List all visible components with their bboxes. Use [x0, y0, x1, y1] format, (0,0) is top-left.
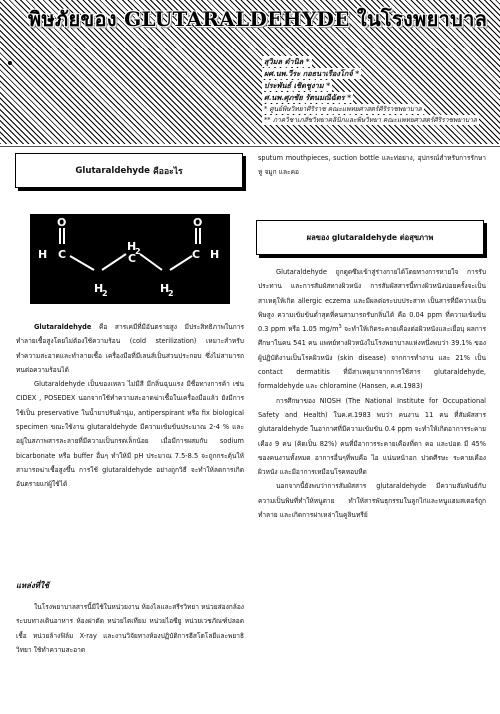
what-is-paragraph-1: [16, 320, 244, 377]
chemical-structure: [30, 214, 230, 304]
author-1: สุวิมล ดำนิล *: [264, 57, 310, 66]
right-top-text: [258, 151, 486, 180]
health-paragraph-3: นอกจากนี้ยังพบว่าการสัมผัสสาร glutaraldehyde มีความสัมพันธ์กับความเป็นพิษที่ทำให้หนูตาย ทำให้สารพันธุกรรมในลูกไก่และหนูแฮมสเตอร์ถูกทำลาย และเกิดการผ่าเหล่าในคูลินทรีย์: [258, 482, 486, 520]
bond-c2: [102, 254, 126, 270]
section-heading-health: [256, 220, 484, 255]
atom-h2-top: H: [127, 240, 137, 253]
heading-term: Glutaraldehyde: [75, 165, 151, 176]
health-paragraph-1: [258, 265, 486, 394]
bond-c4: [170, 256, 192, 270]
continued-paragraph: sputum mouthpieces, suction bottle และท่อยาง, อุปกรณ์สำหรับการรักษา หู จมูก และคอ: [258, 154, 486, 177]
affiliation-1: * ศูนย์พิษวิทยาศิริราช คณะแพทยศาสตร์ศิริราชพยาบาล: [264, 105, 422, 113]
atom-c-right: C: [192, 248, 201, 261]
health-body: [258, 265, 486, 522]
header-divider: [0, 146, 500, 147]
health-paragraph-2: การศึกษาของ NIOSH (The National Institute for Occupational Safety and Health) ในค.ศ.1983 พบว่า คนงาน 11 คน ที่สัมผัสสาร glutaraldehyde ในอากาศที่มีความเข้มข้น 0.4 ppm จะทำให้เกิดอาการระคายเคือง 9 คน (คิดเป็น 82%) คนที่มีอาการระคายเคืองที่ตา คอ และปอด มี 45% ของคนงานทั้งหมด อาการอื่นๆที่พบคือ ไอ แน่นหน้าอก ปวดศีรษะ ระคายเคืองผิวหนัง และมีอาการเหมือนโรคหอบหืด: [258, 396, 486, 477]
author-list: [262, 56, 479, 125]
atom-h-left: H: [38, 248, 48, 261]
atom-h2-left-sub: 2: [102, 289, 108, 298]
heading-pre: ผลของ: [306, 232, 330, 242]
what-is-body: [16, 320, 244, 492]
text-run: คือ สารเคมีที่มีอันตรายสูง มีประสิทธิภาพในการทำลายเชื้อสูงโดยไม่ต้องใช้ความร้อน (cold sterilization) เหมาะสำหรับทำความสะอาดและทำลายเชื้อ เครื่องมือที่มีเลนส์เป็นส่วนประกอบ ซึ่งไม่สามารถทนต่อความร้อนได้: [16, 323, 244, 374]
sources-body: [16, 600, 244, 657]
atom-h-right: H: [210, 248, 220, 261]
heading-term: glutaraldehyde: [331, 233, 398, 242]
glutaraldehyde-structure-svg: [30, 214, 230, 304]
bullet-dot: [8, 61, 12, 65]
atom-o-right: O: [193, 216, 203, 229]
atom-c-top: C: [128, 252, 137, 265]
page-title: พิษภัยของ GLUTARALDEHYDE ในโรงพยาบาล: [28, 7, 488, 31]
author-2: ผศ.นพ.วีระ กอธนาเรืองโกจ์ *: [264, 69, 360, 78]
what-is-paragraph-2: Glutaraldehyde เป็นของเหลว ไม่มีสี มีกลิ่นฉุนแรง มีชื่อทางการค้า เช่น CIDEX , POSEDEX นอกจากใช้ทำความสะอาดฆ่าเชื้อในเครื่องมือแล้ว ยังมีการใช้เป็น preservative ในน้ำยาปรับผ้านุ่ม, antiperspirant หรือ fix biological specimen ขณะใช้งาน glutaraldehyde มีความเข้มข้นประมาณ 2-4 % และอยู่ในสภาพสารละลายที่มีความเป็นกรดเล็กน้อย เมื่อมีการผสมกับ sodium bicarbonate หรือ buffer อื่นๆ ทำให้มี pH ประมาณ 7.5-8.5 จะถูกกระตุ้นให้สามารถฆ่าเชื้อสูงขึ้น การใช้ glutaraldehyde อย่างถูกวิธี จะทำให้ลดการเกิดอันตรายแก่ผู้ใช้ได้: [16, 380, 244, 489]
section-heading-what-is: [15, 153, 243, 188]
text-run: Glutaraldehyde ถูกดูดซึมเข้าสู่ร่างกายได้โดยทางการหายใจ การรับประทาน และการสัมผัสทางผิวหนัง การสัมผัสสารนี้ทางผิวหนังบ่อยครั้งจะเป็นสาเหตุให้เกิด allergic eczema และมีผลต่อระบบประสาท เป็นสารที่มีความเป็นพิษสูง ความเข้มข้นต่ำสุดที่คนสามารถรับกลิ่นได้ คือ 0.04 ppm ที่ความเข้มข้น 0.3 ppm หรือ 1.05 mg/m: [258, 268, 486, 334]
atom-h2-right-sub: 2: [168, 289, 174, 298]
term-bold: Glutaraldehyde: [34, 323, 92, 331]
bond-c3: [140, 254, 162, 270]
affiliation-2: ** ภาควิชาเภสัชวิทยาคลินิกและพิษวิทยา คณะแพทยศาสตร์ศิริราชพยาบาล: [264, 116, 477, 124]
sources-heading: แหล่งที่ใช้: [16, 581, 49, 590]
atom-h2-right: H: [160, 282, 170, 295]
author-4: ศ.นพ.ศุภชัย รัตนมณีฉัตร *: [264, 93, 352, 102]
bond-c1: [70, 256, 94, 270]
atom-h2-top-sub: 2: [135, 247, 141, 256]
text-run: จะทำให้เกิดระคายเคืองต่อผิวหนังและเยื่อบุ ผลการศึกษาในคน 541 คน แพทย์ทางผิวหนังในโรงพยาบาลแห่งหนึ่งพบว่า 39.1% ของผู้ปฏิบัติงานเป็นโรคผิวหนัง (skin disease) จากการทำงาน และ 21% เป็น contact dermatitis ที่มีสาเหตุมาจากการใช้สาร glutaraldehyde, formaldehyde และ chloramine (Hansen, ค.ศ.1983): [258, 325, 486, 391]
atom-o-left: O: [57, 216, 67, 229]
heading-post: ต่อสุขภาพ: [399, 232, 434, 242]
atom-c-left: C: [58, 248, 67, 261]
author-3: ประพันธ์ เชิดชูงาม *: [264, 81, 331, 90]
heading-rest: คืออะไร: [153, 166, 183, 177]
superscript: 3: [338, 324, 342, 330]
atom-h2-left: H: [94, 282, 104, 295]
sources-paragraph-1: ในโรงพยาบาลสารนี้มีใช้ในหน่วยงาน ห้องไลและสรีรวิทยา หน่วยส่องกล้องระบบทางเดินอาหาร ห้องผ่าตัด หน่วยไตเทียม หน่วยไอซียู หน่วยเวชภัณฑ์ปลอดเชื้อ หน่วยล้างฟิล์ม X-ray และงานวิจัยทางห้องปฏิบัติการฮีสโตโลยีและพยาธิวิทยา ใช้ทำความสะอาด: [16, 603, 244, 654]
